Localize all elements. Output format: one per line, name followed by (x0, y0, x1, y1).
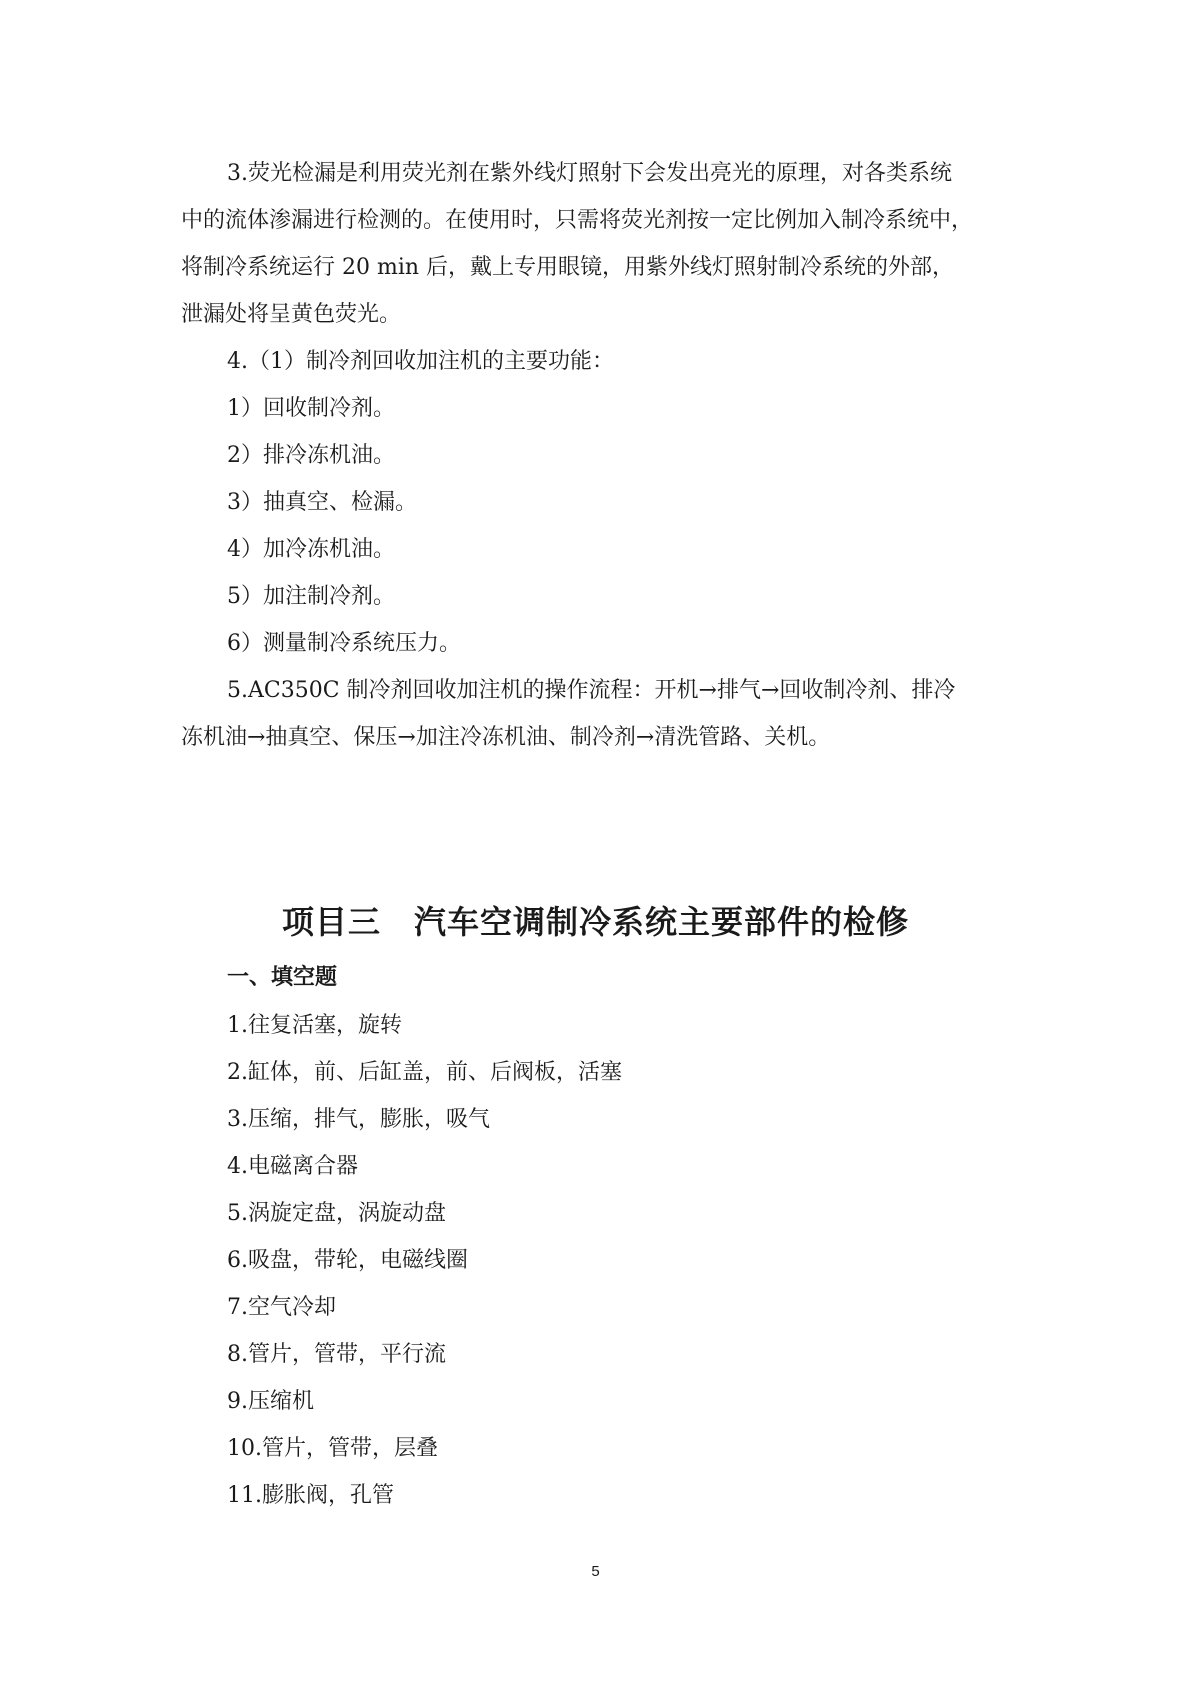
answer-item: 11.膨胀阀，孔管 (227, 1483, 394, 1508)
answer-item: 8.管片，管带，平行流 (227, 1342, 446, 1367)
function-item-4: 4）加冷冻机油。 (227, 537, 395, 562)
paragraph-3-line-4: 泄漏处将呈黄色荧光。 (181, 302, 402, 327)
paragraph-4-heading: 4.（1）制冷剂回收加注机的主要功能： (227, 349, 614, 374)
answer-item: 9.压缩机 (227, 1389, 314, 1414)
paragraph-5-line-2: 冻机油→抽真空、保压→加注冷冻机油、制冷剂→清洗管路、关机。 (181, 725, 831, 750)
page-number: 5 (591, 1563, 600, 1580)
function-item-6: 6）测量制冷系统压力。 (227, 631, 461, 656)
section-subheading: 一、填空题 (227, 965, 338, 990)
answer-item: 4.电磁离合器 (227, 1154, 358, 1179)
continued-answers-block (181, 150, 1011, 761)
answer-item: 2.缸体，前、后缸盖，前、后阀板，活塞 (227, 1060, 622, 1085)
function-item-5: 5）加注制冷剂。 (227, 584, 395, 609)
answer-item: 10.管片，管带，层叠 (227, 1436, 438, 1461)
answer-item: 1.往复活塞，旋转 (227, 1013, 402, 1038)
paragraph-5-line-1: 5.AC350C 制冷剂回收加注机的操作流程：开机→排气→回收制冷剂、排冷 (227, 678, 956, 703)
function-item-1: 1）回收制冷剂。 (227, 396, 395, 421)
answer-item: 5.涡旋定盘，涡旋动盘 (227, 1201, 446, 1226)
function-item-3: 3）抽真空、检漏。 (227, 490, 417, 515)
paragraph-3-line-3: 将制冷系统运行 20 min 后，戴上专用眼镜，用紫外线灯照射制冷系统的外部， (181, 255, 955, 280)
paragraph-3-line-1: 3.荧光检漏是利用荧光剂在紫外线灯照射下会发出亮光的原理，对各类系统 (227, 161, 952, 186)
section-title: 项目三 汽车空调制冷系统主要部件的检修 (281, 903, 909, 941)
answer-item: 7.空气冷却 (227, 1295, 336, 1320)
function-item-2: 2）排冷冻机油。 (227, 443, 395, 468)
fill-in-answers-list (227, 1002, 1011, 1519)
paragraph-3-line-2: 中的流体渗漏进行检测的。在使用时，只需将荧光剂按一定比例加入制冷系统中， (181, 208, 974, 233)
answer-item: 6.吸盘，带轮，电磁线圈 (227, 1248, 468, 1273)
answer-item: 3.压缩，排气，膨胀，吸气 (227, 1107, 490, 1132)
